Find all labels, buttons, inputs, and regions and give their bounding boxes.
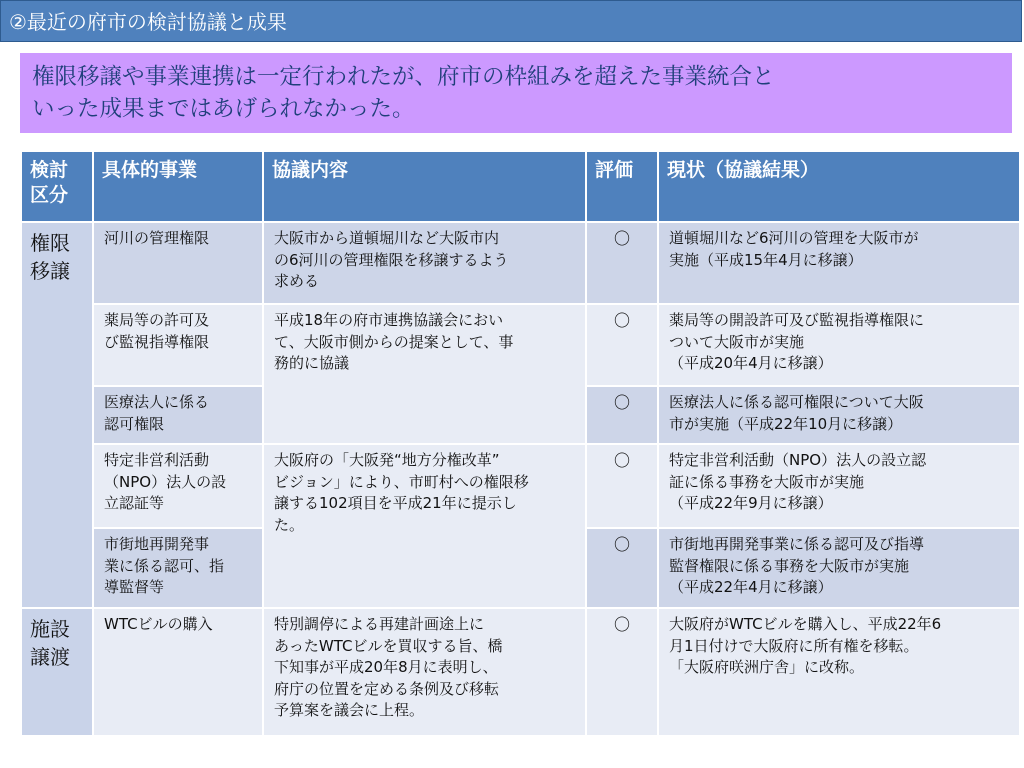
table-row bbox=[21, 304, 1020, 386]
table-header-row bbox=[21, 151, 1020, 222]
slide-title: ②最近の府市の検討協議と成果 bbox=[0, 0, 1022, 42]
header-project: 具体的事業 bbox=[93, 151, 263, 222]
summary-line: いった成果まではあげられなかった。 bbox=[32, 96, 415, 122]
table-row bbox=[21, 222, 1020, 304]
project-cell: 河川の管理権限 bbox=[93, 222, 263, 304]
table-row bbox=[21, 444, 1020, 528]
status-cell: 市街地再開発事業に係る認可及び指導 監督権限に係る事務を大阪市が実施 （平成22年4月に移譲） bbox=[658, 528, 1020, 608]
rating-mark: 〇 bbox=[586, 222, 658, 304]
summary-line: 権限移譲や事業連携は一定行われたが、府市の枠組みを超えた事業統合と bbox=[32, 64, 775, 90]
project-cell: 医療法人に係る 認可権限 bbox=[93, 386, 263, 444]
status-cell: 薬局等の開設許可及び監視指導権限に ついて大阪市が実施 （平成20年4月に移譲） bbox=[658, 304, 1020, 386]
table-row bbox=[21, 608, 1020, 736]
content-cell: 大阪市から道頓堀川など大阪市内 の6河川の管理権限を移譲するよう 求める bbox=[263, 222, 586, 304]
content-cell: 平成18年の府市連携協議会におい て、大阪市側からの提案として、事 務的に協議 bbox=[263, 304, 586, 444]
status-cell: 道頓堀川など6河川の管理を大阪市が 実施（平成15年4月に移譲） bbox=[658, 222, 1020, 304]
category-cell-facility: 施設 譲渡 bbox=[21, 608, 93, 736]
rating-mark: 〇 bbox=[586, 608, 658, 736]
project-cell: 市街地再開発事 業に係る認可、指 導監督等 bbox=[93, 528, 263, 608]
rating-mark: 〇 bbox=[586, 386, 658, 444]
category-cell-transfer: 権限 移譲 bbox=[21, 222, 93, 608]
status-cell: 大阪府がWTCビルを購入し、平成22年6 月1日付けで大阪府に所有権を移転。 「大阪府咲洲庁舎」に改称。 bbox=[658, 608, 1020, 736]
rating-mark: 〇 bbox=[586, 528, 658, 608]
content-cell: 特別調停による再建計画途上に あったWTCビルを買収する旨、橋 下知事が平成20年8月に表明し、 府庁の位置を定める条例及び移転 予算案を議会に上程。 bbox=[263, 608, 586, 736]
project-cell: 薬局等の許可及 び監視指導権限 bbox=[93, 304, 263, 386]
header-content: 協議内容 bbox=[263, 151, 586, 222]
status-cell: 医療法人に係る認可権限について大阪 市が実施（平成22年10月に移譲） bbox=[658, 386, 1020, 444]
header-rating: 評価 bbox=[586, 151, 658, 222]
rating-mark: 〇 bbox=[586, 304, 658, 386]
status-cell: 特定非営利活動（NPO）法人の設立認 証に係る事務を大阪市が実施 （平成22年9月に移譲） bbox=[658, 444, 1020, 528]
summary-callout bbox=[20, 53, 1012, 133]
header-status: 現状（協議結果） bbox=[658, 151, 1020, 222]
header-category: 検討 区分 bbox=[21, 151, 93, 222]
rating-mark: 〇 bbox=[586, 444, 658, 528]
content-cell: 大阪府の「大阪発“地方分権改革” ビジョン」により、市町村への権限移 譲する102項目を平成21年に提示し た。 bbox=[263, 444, 586, 608]
consultation-table bbox=[20, 150, 1021, 737]
project-cell: WTCビルの購入 bbox=[93, 608, 263, 736]
project-cell: 特定非営利活動 （NPO）法人の設 立認証等 bbox=[93, 444, 263, 528]
